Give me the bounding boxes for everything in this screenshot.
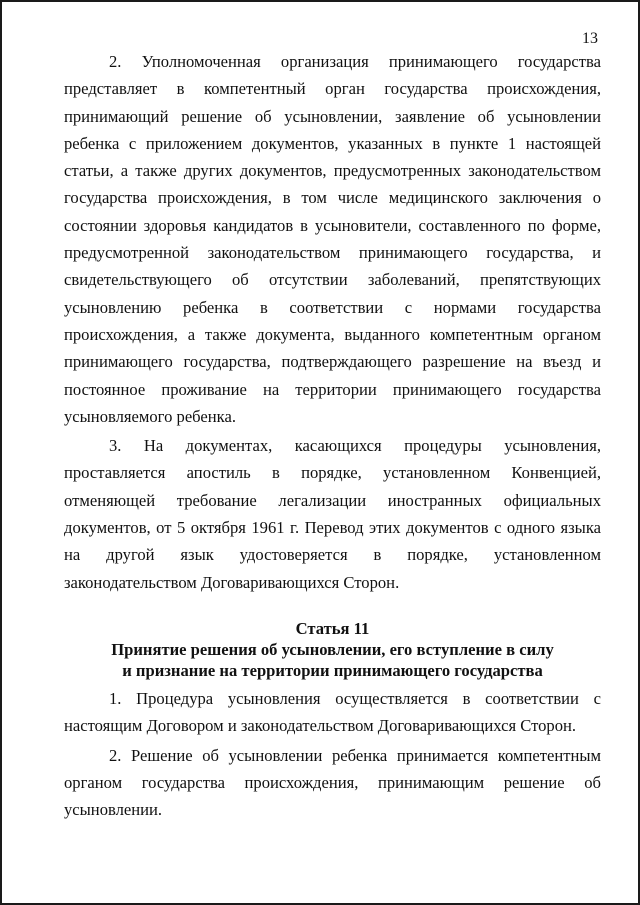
paragraph-article11-clause-2: 2. Решение об усыновлении ребенка принимается компетентным органом государства происхождения, принимающим решение об усыновлении. — [64, 745, 601, 820]
article-number: Статья 11 — [295, 618, 370, 638]
article-heading — [64, 618, 601, 681]
paragraph-article11-clause-1: 1. Процедура усыновления осуществляется в соответствии с настоящим Договором и законодательством Договаривающихся Сторон. — [64, 688, 601, 736]
paragraph-clause-2: 2. Уполномоченная организация принимающего государства представляет в компетентный орган государства происхождения, принимающий решение об усыновлении, заявление об усыновлении ребенка с приложением документов, указанных в пункте 1 настоящей статьи, а также других документов, предусмотренных законодательством государства происхождения, в том числе медицинского заключения о состоянии здоровья кандидатов в усыновители, составленного по форме, предусмотренной законодательством принимающего государства, и свидетельствующего об отсутствии заболеваний, препятствующих усыновлению ребенка в соответствии с нормами государства происхождения, а также документа, выданного компетентным органом принимающего государства, подтверждающего разрешение на въезд и постоянное проживание на территории принимающего государства усыновляемого ребенка. — [64, 52, 601, 426]
document-body — [64, 48, 601, 823]
paragraph-clause-3: 3. На документах, касающихся процедуры усыновления, проставляется апостиль в порядке, установленном Конвенцией, отменяющей требование легализации иностранных официальных документов, от 5 октября 1961 г. Перевод этих документов с одного языка на другой язык удостоверяется в порядке, установленном законодательством Договаривающихся Сторон. — [64, 436, 601, 592]
article-title-line-2: и признание на территории принимающего государства — [122, 660, 543, 680]
page-number: 13 — [582, 30, 598, 47]
article-title-line-1: Принятие решения об усыновлении, его вступление в силу — [111, 639, 554, 659]
